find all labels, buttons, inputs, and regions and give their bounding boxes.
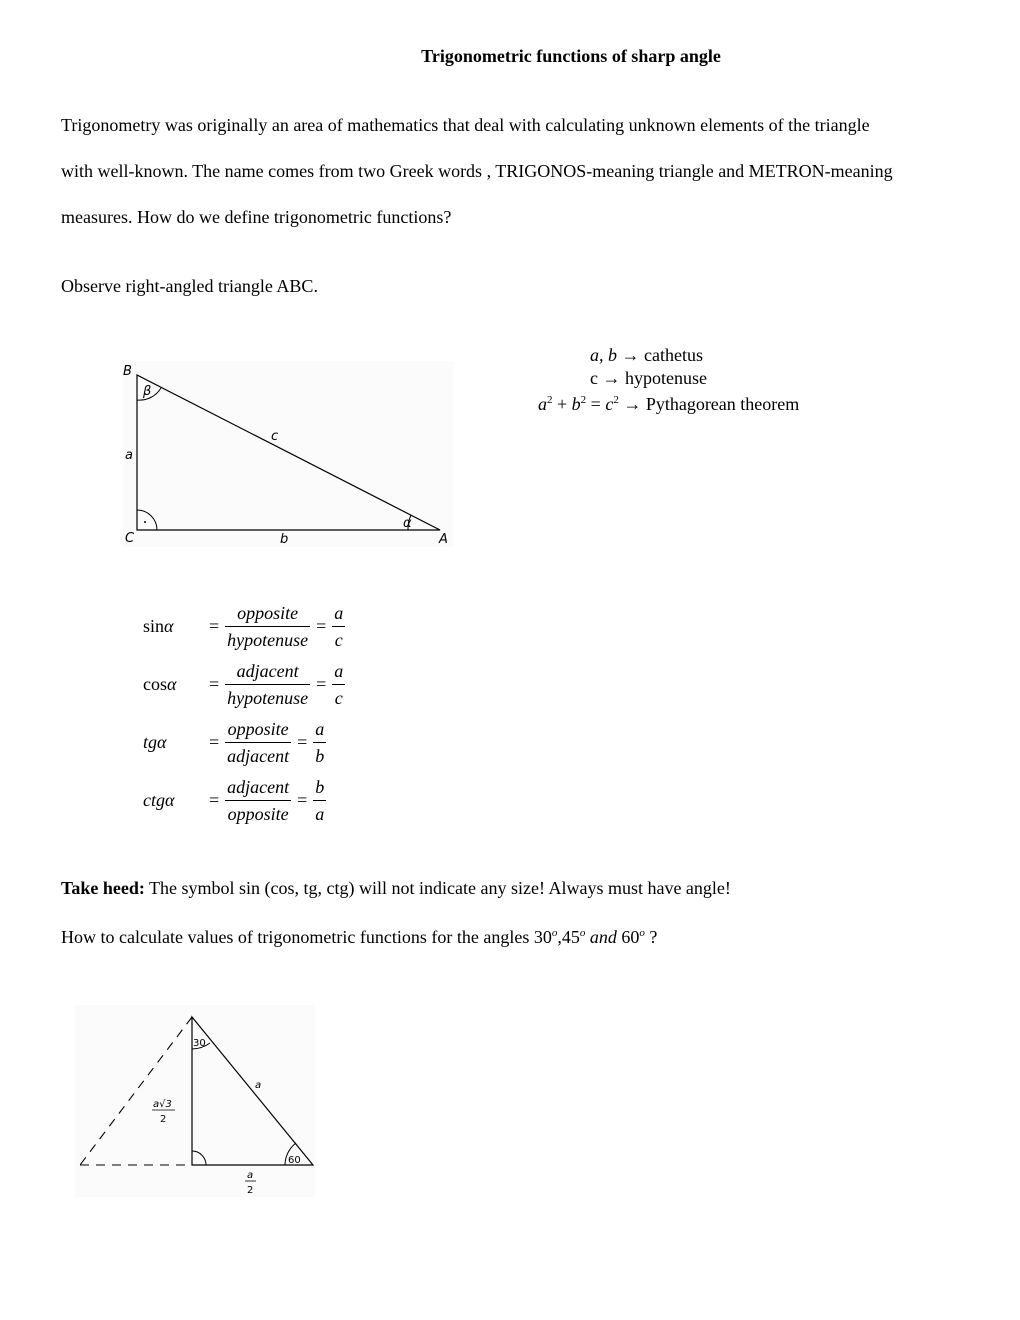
label-side-b: b xyxy=(280,532,289,547)
label-angle-60: 60 xyxy=(288,1155,301,1166)
legend-cathetus: a, b → cathetus xyxy=(590,345,703,365)
label-angle-alpha: α xyxy=(403,516,412,531)
triangle-30-60-figure xyxy=(75,1005,320,1200)
observe-text: Observe right-angled triangle ABC. xyxy=(61,276,318,296)
take-heed-note: Take heed: The symbol sin (cos, tg, ctg) will not indicate any size! Always must have angle! xyxy=(61,878,731,898)
formula-ctg: ctgα = $\frac{\text{adjacent}}{\text{opposite}}$ = $\frac{b}{a}$ xyxy=(143,774,326,827)
intro-line-2: with well-known. The name comes from two Greek words , TRIGONOS-meaning triangle and METRON-meaning xyxy=(61,161,893,181)
intro-line-1: Trigonometry was originally an area of mathematics that deal with calculating unknown elements of the triangle xyxy=(61,115,870,135)
label-hypotenuse-a: a xyxy=(255,1080,262,1091)
formula-cos: cosα = $\frac{\text{adjacent}}{\text{hypotenuse}}$ = $\frac{a}{c}$ xyxy=(143,658,345,711)
formula-sin: sinα = $\frac{\text{opposite}}{\text{hypotenuse}}$ = $\frac{a}{c}$ xyxy=(143,600,345,653)
intro-line-3: measures. How do we define trigonometric functions? xyxy=(61,207,452,227)
label-height-den: 2 xyxy=(160,1114,167,1125)
label-base-num: a xyxy=(247,1170,254,1181)
legend-pythagorean: $a^2 + b^2 = c^2$ → Pythagorean theorem xyxy=(538,394,800,414)
label-side-a: a xyxy=(125,448,133,463)
label-side-c: c xyxy=(271,429,279,444)
page-title: Trigonometric functions of sharp angle xyxy=(421,46,721,66)
label-angle-beta: β xyxy=(143,384,152,399)
label-base-den: 2 xyxy=(247,1185,254,1196)
label-vertex-c: C xyxy=(125,531,135,546)
formula-tg: tgα = $\frac{\text{opposite}}{\text{adjacent}}$ = $\frac{a}{b}$ xyxy=(143,716,326,769)
label-vertex-b: B xyxy=(123,364,132,379)
angles-question: How to calculate values of trigonometric functions for the angles 30$^o$,45$^o$ and 60$^o$ ? xyxy=(61,927,658,947)
legend-hypotenuse: c → hypotenuse xyxy=(590,368,707,388)
right-triangle-abc-figure xyxy=(115,355,460,550)
label-angle-30: 30 xyxy=(193,1038,206,1049)
label-vertex-a: A xyxy=(439,532,448,547)
label-height-num: a√3 xyxy=(153,1099,172,1110)
